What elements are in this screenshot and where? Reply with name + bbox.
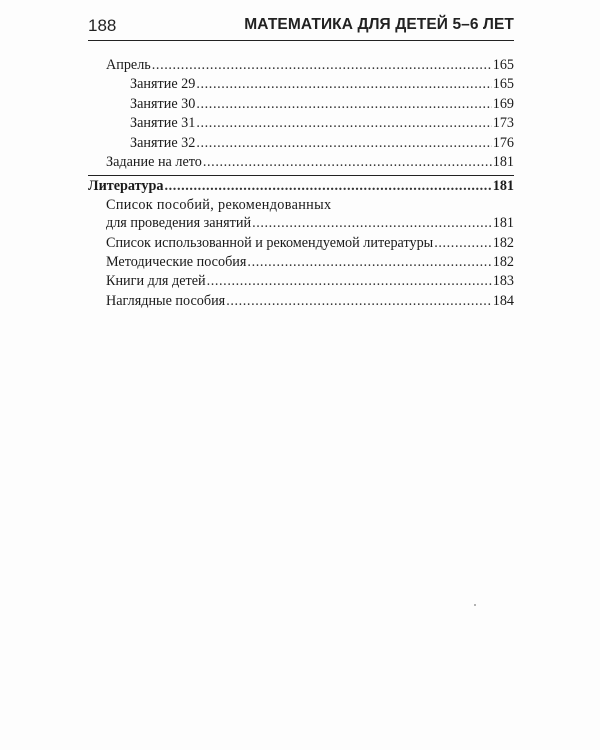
toc-entry-visual-aids	[88, 292, 514, 311]
toc-section-literature	[88, 175, 514, 196]
dot-leader	[152, 56, 492, 75]
dot-leader	[207, 272, 492, 291]
dot-leader	[196, 95, 491, 114]
toc-entry-page: 182	[492, 234, 514, 251]
toc-entry-kids-books	[88, 272, 514, 291]
toc-entry-used-literature	[88, 234, 514, 253]
running-title: МАТЕМАТИКА ДЛЯ ДЕТЕЙ 5–6 ЛЕТ	[244, 16, 514, 33]
toc-entry-lesson-32	[88, 134, 514, 153]
toc-entry-page: 165	[492, 57, 514, 73]
toc-entry-methodical	[88, 253, 514, 272]
toc-entry-april	[88, 56, 514, 75]
toc-entry-lesson-29	[88, 75, 514, 94]
toc-entry-title: Методические пособия	[106, 253, 247, 270]
toc-section-page: 181	[492, 178, 514, 195]
toc-entry-page: 173	[492, 115, 514, 132]
toc-entry-title: Занятие 29	[130, 76, 196, 93]
dot-leader	[252, 214, 492, 233]
page-number: 188	[88, 16, 117, 35]
dot-leader	[434, 234, 492, 253]
paper-speck	[474, 604, 476, 606]
dot-leader	[196, 134, 491, 153]
toc-entry-title: для проведения занятий	[106, 215, 252, 232]
dot-leader	[226, 292, 492, 311]
dot-leader	[247, 253, 491, 272]
toc-entry-page: 176	[492, 134, 514, 151]
toc-entry-lesson-31	[88, 114, 514, 133]
toc-entry-page: 183	[492, 273, 514, 290]
toc-entry-page: 181	[492, 215, 514, 232]
dot-leader	[165, 177, 492, 196]
toc-entry-manuals	[88, 214, 514, 233]
toc-entry-summer	[88, 153, 514, 172]
toc-entry-title: Занятие 32	[130, 134, 196, 151]
toc-entry-lesson-30	[88, 95, 514, 114]
toc-entry-title: Список использованной и рекомендуемой литературы	[106, 234, 434, 251]
dot-leader	[203, 153, 492, 172]
toc-entry-page: 169	[492, 95, 514, 112]
toc-entry-page: 182	[492, 253, 514, 270]
toc-entry-title: Задание на лето	[106, 153, 202, 170]
page-header	[88, 14, 514, 41]
table-of-contents	[88, 56, 514, 311]
toc-entry-page: 181	[492, 153, 514, 170]
toc-entry-title: Книги для детей	[106, 273, 206, 290]
toc-section-title: Литература	[88, 178, 164, 195]
dot-leader	[196, 114, 491, 133]
dot-leader	[196, 75, 491, 94]
toc-entry-title: Занятие 31	[130, 115, 196, 132]
toc-entry-title: Наглядные пособия	[106, 292, 226, 309]
toc-entry-manuals-line1: Список пособий, рекомендованных	[106, 196, 332, 213]
toc-entry-page: 184	[492, 292, 514, 309]
toc-entry-title: Апрель	[106, 57, 151, 73]
toc-entry-page: 165	[492, 76, 514, 93]
toc-entry-title: Занятие 30	[130, 95, 196, 112]
